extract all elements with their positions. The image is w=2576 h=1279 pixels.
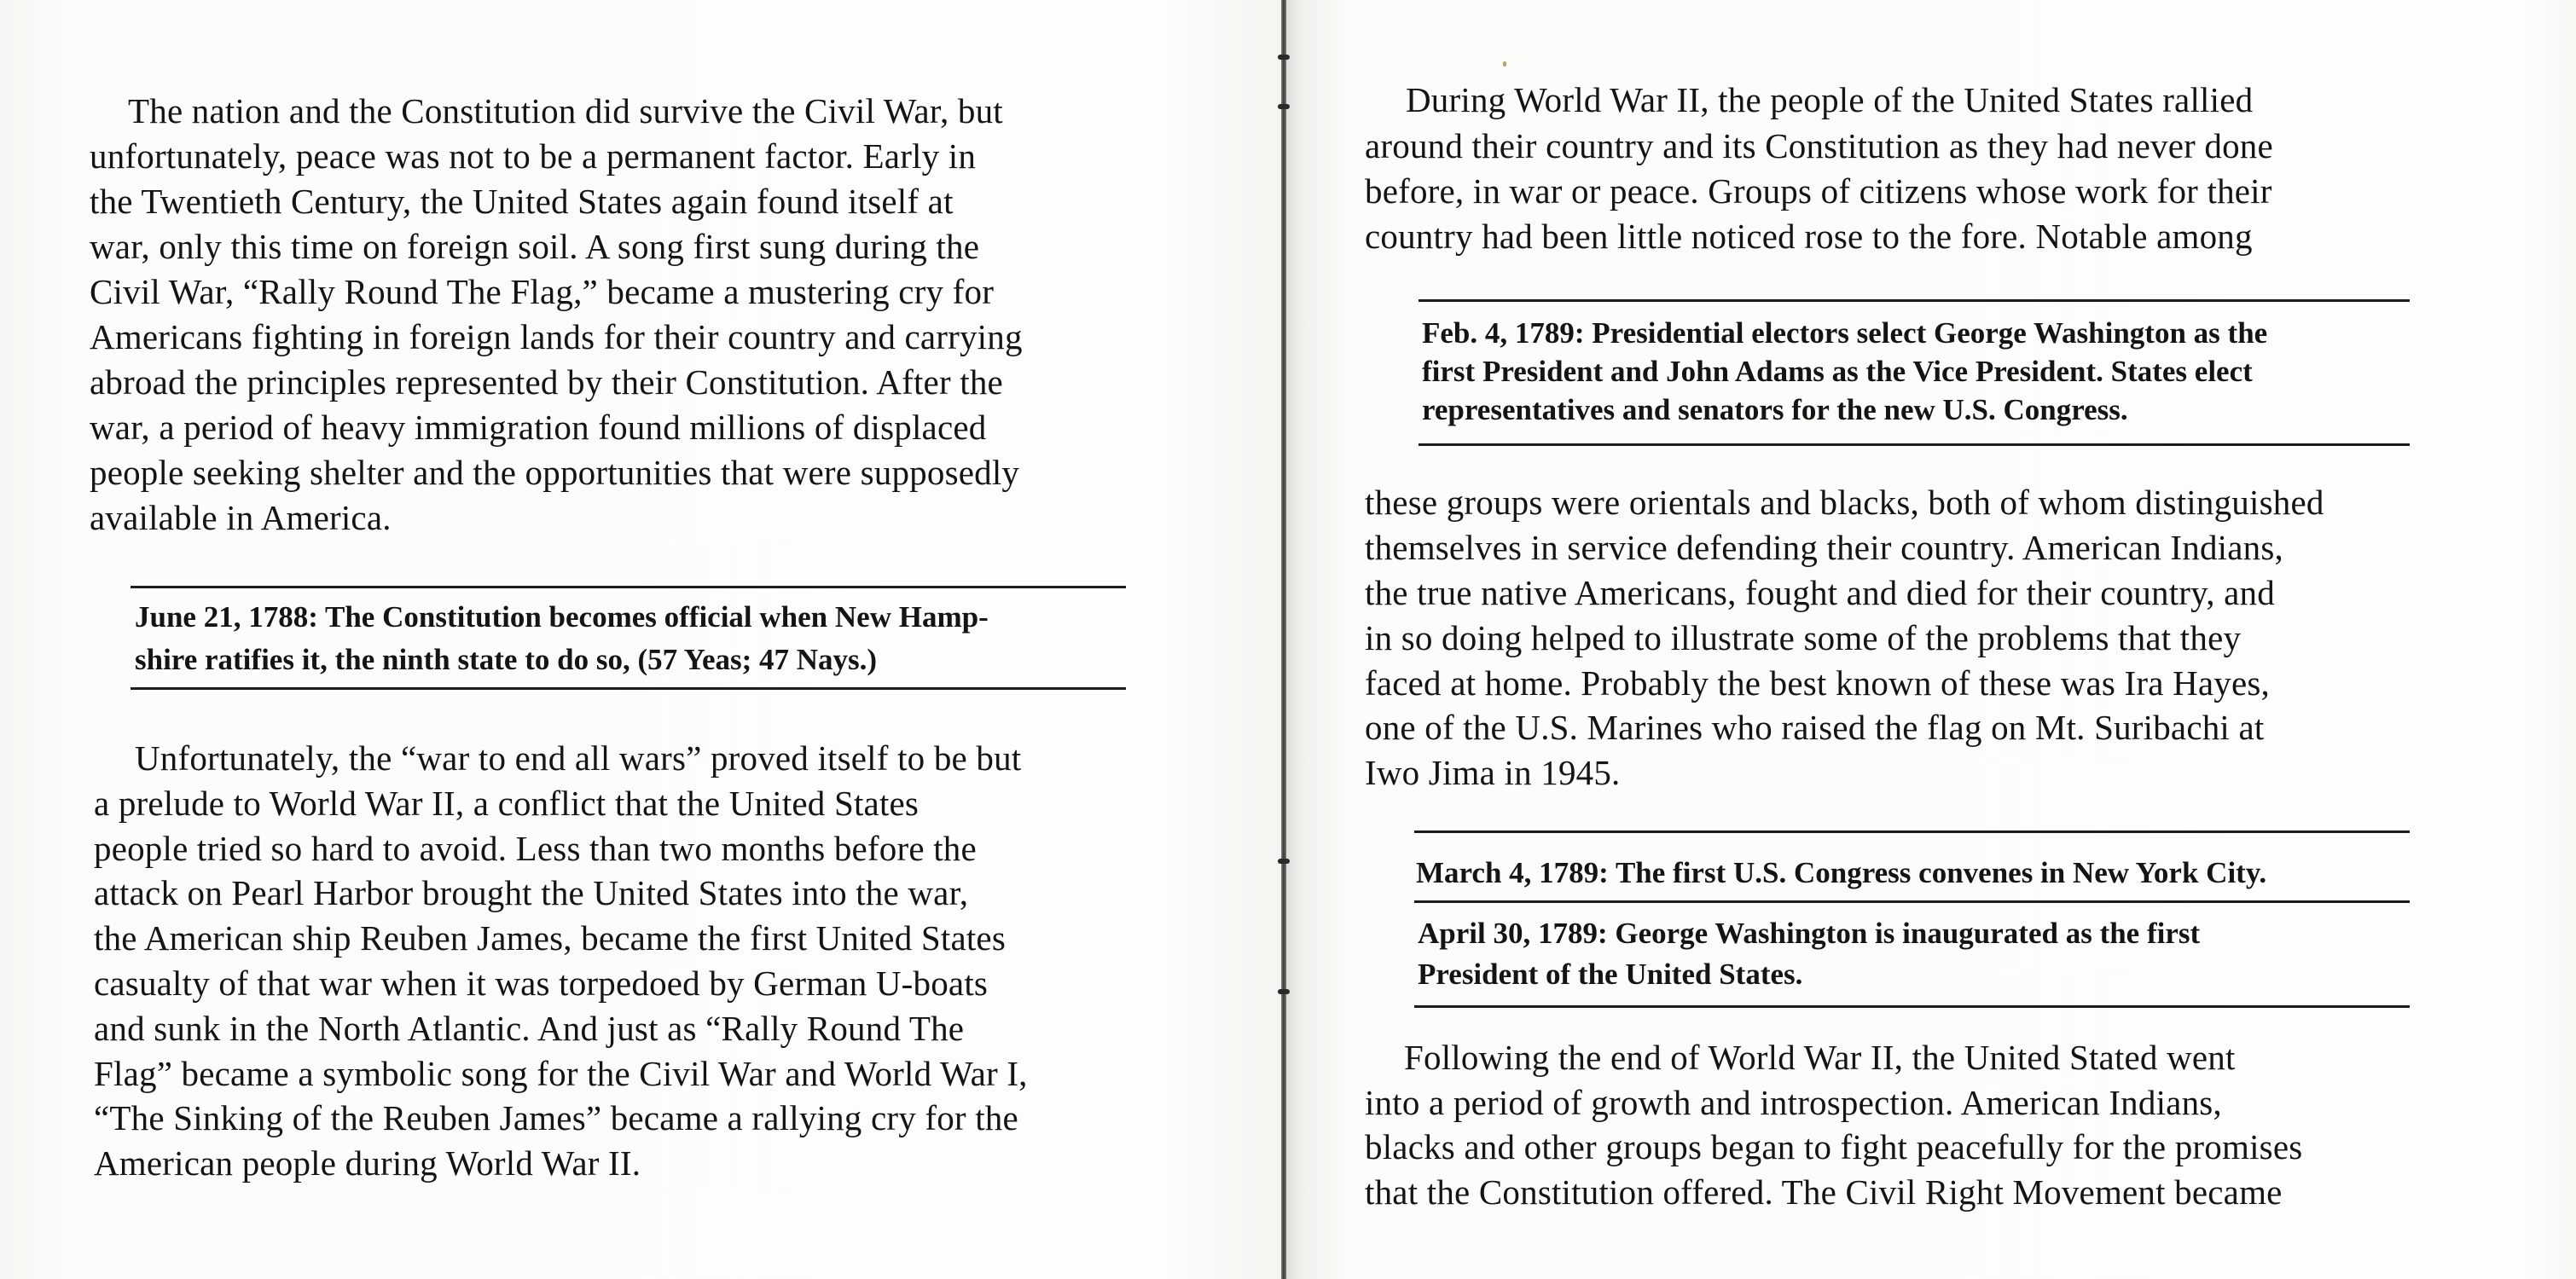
callout-top-rule <box>1414 830 2410 833</box>
callout-line: April 30, 1789: George Washington is inaugurated as the first <box>1418 917 2201 950</box>
staple-mark <box>1278 55 1290 60</box>
text-line: Iwo Jima in 1945. <box>1365 753 1621 792</box>
text-line: available in America. <box>90 498 392 537</box>
staple-mark <box>1278 104 1290 109</box>
text-line: one of the U.S. Marines who raised the flag on Mt. Suribachi at <box>1365 708 2265 747</box>
text-line: Flag” became a symbolic song for the Civil War and World War I, <box>94 1054 1028 1093</box>
text-line: into a period of growth and introspection. American Indians, <box>1365 1083 2222 1122</box>
callout-bottom-rule <box>1419 443 2410 446</box>
text-line: country had been little noticed rose to the fore. Notable among <box>1365 217 2253 256</box>
text-line: in so doing helped to illustrate some of the problems that they <box>1365 618 2242 657</box>
callout-line: Feb. 4, 1789: Presidential electors select George Washington as the <box>1422 316 2268 350</box>
text-line: and sunk in the North Atlantic. And just as “Rally Round The <box>94 1009 965 1048</box>
left-page <box>0 0 1284 1279</box>
text-line: abroad the principles represented by their Constitution. After the <box>90 362 1003 402</box>
text-line: war, only this time on foreign soil. A song first sung during the <box>90 227 980 266</box>
text-line: the Twentieth Century, the United States again found itself at <box>90 182 954 221</box>
text-line: attack on Pearl Harbor brought the United States into the war, <box>94 873 969 912</box>
text-line: unfortunately, peace was not to be a permanent factor. Early in <box>90 136 977 176</box>
text-line: Unfortunately, the “war to end all wars” proved itself to be but <box>135 738 1022 778</box>
text-line: the true native Americans, fought and died for their country, and <box>1365 573 2275 612</box>
text-line: During World War II, the people of the United States rallied <box>1406 80 2254 119</box>
text-line: Civil War, “Rally Round The Flag,” became a mustering cry for <box>90 272 995 311</box>
text-line: casualty of that war when it was torpedoed by German U-boats <box>94 964 989 1003</box>
text-line: blacks and other groups began to fight peacefully for the promises <box>1365 1127 2303 1166</box>
callout-divider-rule <box>1414 900 2410 903</box>
callout-line: March 4, 1789: The first U.S. Congress convenes in New York City. <box>1416 856 2267 889</box>
text-line: a prelude to World War II, a conflict that the United States <box>94 784 920 823</box>
text-line: The nation and the Constitution did survive the Civil War, but <box>128 91 1003 130</box>
book-spine-fold <box>1281 0 1286 1279</box>
callout-line: President of the United States. <box>1418 958 1803 991</box>
text-line: that the Constitution offered. The Civil Right Movement became <box>1365 1172 2283 1212</box>
text-line: people tried so hard to avoid. Less than two months before the <box>94 829 977 868</box>
text-line: around their country and its Constitution as they had never done <box>1365 126 2273 165</box>
staple-mark <box>1278 859 1290 864</box>
text-line: before, in war or peace. Groups of citizens whose work for their <box>1365 171 2272 211</box>
text-line: Americans fighting in foreign lands for their country and carrying <box>90 317 1023 356</box>
callout-bottom-rule <box>131 687 1126 690</box>
staple-mark <box>1278 989 1290 994</box>
text-line: “The Sinking of the Reuben James” became a rallying cry for the <box>94 1098 1018 1137</box>
text-line: war, a period of heavy immigration found millions of displaced <box>90 408 987 447</box>
text-line: the American ship Reuben James, became the first United States <box>94 918 1006 958</box>
paper-speck <box>1503 61 1506 67</box>
text-line: these groups were orientals and blacks, both of whom distinguished <box>1365 483 2324 522</box>
text-line: American people during World War II. <box>94 1143 641 1183</box>
callout-top-rule <box>1419 299 2410 302</box>
text-line: people seeking shelter and the opportunities that were supposedly <box>90 453 1020 492</box>
callout-line: shire ratifies it, the ninth state to do so, (57 Yeas; 47 Nays.) <box>135 643 878 676</box>
callout-line: June 21, 1788: The Constitution becomes official when New Hamp- <box>135 600 989 634</box>
text-line: faced at home. Probably the best known of these was Ira Hayes, <box>1365 663 2270 703</box>
text-line: themselves in service defending their country. American Indians, <box>1365 528 2283 567</box>
callout-line: representatives and senators for the new U.S. Congress. <box>1422 393 2128 426</box>
callout-line: first President and John Adams as the Vice President. States elect <box>1422 355 2253 388</box>
text-line: Following the end of World War II, the United Stated went <box>1404 1038 2236 1077</box>
callout-bottom-rule <box>1414 1005 2410 1008</box>
callout-top-rule <box>131 586 1126 588</box>
